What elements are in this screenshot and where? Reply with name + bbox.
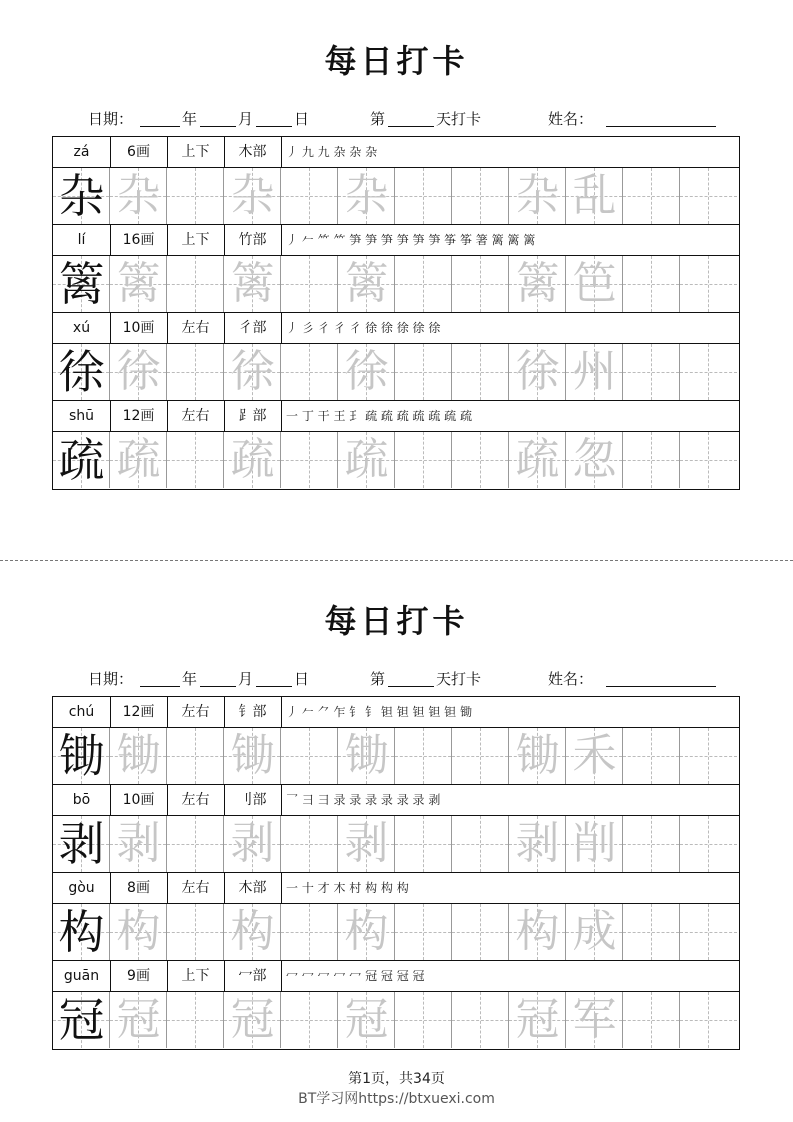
char-info-row xyxy=(53,961,739,992)
fill-in-blank[interactable] xyxy=(256,686,292,687)
trace-character: 冠 xyxy=(230,994,275,1045)
practice-cell[interactable] xyxy=(509,256,566,312)
practice-cell[interactable] xyxy=(167,728,224,784)
model-character: 构 xyxy=(58,905,105,959)
practice-cell[interactable] xyxy=(338,816,395,872)
char-info-row xyxy=(53,225,739,256)
model-character: 疏 xyxy=(58,433,105,487)
char-pinyin: xú xyxy=(72,320,91,336)
practice-cell[interactable] xyxy=(281,256,338,312)
practice-cell[interactable] xyxy=(566,728,623,784)
trace-character: 剥 xyxy=(230,818,275,869)
practice-cell[interactable] xyxy=(395,728,452,784)
practice-cell[interactable] xyxy=(53,344,110,400)
stroke-order: 一 丁 干 王 𤣩 疏 疏 疏 疏 疏 疏 疏 xyxy=(286,409,472,423)
word-character: 成 xyxy=(572,906,617,957)
info-day-checkin: 天打卡 xyxy=(436,670,482,688)
trace-character: 构 xyxy=(116,906,161,957)
trace-character: 冠 xyxy=(344,994,389,1045)
practice-cell[interactable] xyxy=(680,992,737,1048)
practice-row xyxy=(53,816,739,873)
practice-cell[interactable] xyxy=(509,904,566,960)
trace-character: 篱 xyxy=(230,258,275,309)
practice-cell[interactable] xyxy=(281,432,338,488)
practice-row xyxy=(53,168,739,225)
char-radical: 彳部 xyxy=(238,320,267,336)
practice-cell[interactable] xyxy=(338,728,395,784)
char-structure: 左右 xyxy=(181,704,210,720)
trace-character: 疏 xyxy=(515,434,560,485)
char-radical: ⻊部 xyxy=(238,408,267,424)
practice-cell[interactable] xyxy=(110,256,167,312)
practice-cell[interactable] xyxy=(281,992,338,1048)
info-year: 年 xyxy=(182,110,198,128)
stroke-order: 丿 彡 彳 彳 彳 徐 徐 徐 徐 徐 xyxy=(286,321,441,335)
trace-character: 构 xyxy=(515,906,560,957)
practice-cell[interactable] xyxy=(623,728,680,784)
practice-cell[interactable] xyxy=(452,432,509,488)
practice-cell[interactable] xyxy=(566,256,623,312)
trace-character: 徐 xyxy=(116,346,161,397)
practice-cell[interactable] xyxy=(110,432,167,488)
info-day: 日 xyxy=(294,110,310,128)
trace-character: 杂 xyxy=(116,170,161,221)
char-strokes: 16画 xyxy=(122,232,155,248)
practice-cell[interactable] xyxy=(338,256,395,312)
trace-character: 杂 xyxy=(515,170,560,221)
practice-cell[interactable] xyxy=(167,816,224,872)
sheet-title: 每日打卡 xyxy=(324,602,469,640)
practice-cell[interactable] xyxy=(167,256,224,312)
practice-cell[interactable] xyxy=(395,816,452,872)
practice-cell[interactable] xyxy=(167,992,224,1048)
practice-cell[interactable] xyxy=(224,432,281,488)
char-strokes: 6画 xyxy=(127,144,150,160)
char-radical: 刂部 xyxy=(238,792,267,808)
practice-cell[interactable] xyxy=(566,816,623,872)
practice-cell[interactable] xyxy=(566,168,623,224)
trace-character: 徐 xyxy=(515,346,560,397)
practice-cell[interactable] xyxy=(53,256,110,312)
word-character: 忽 xyxy=(572,434,617,485)
practice-cell[interactable] xyxy=(224,344,281,400)
practice-cell[interactable] xyxy=(452,256,509,312)
char-radical: 冖部 xyxy=(238,968,267,984)
practice-row xyxy=(53,992,739,1049)
practice-row xyxy=(53,344,739,401)
fill-in-blank[interactable] xyxy=(388,686,434,687)
word-character: 军 xyxy=(572,994,617,1045)
word-character: 乱 xyxy=(572,170,617,221)
trace-character: 锄 xyxy=(344,730,389,781)
practice-cell[interactable] xyxy=(623,344,680,400)
char-pinyin: bō xyxy=(72,792,91,808)
char-structure: 上下 xyxy=(181,144,210,160)
cut-line xyxy=(0,560,793,561)
trace-character: 篱 xyxy=(344,258,389,309)
practice-cell[interactable] xyxy=(680,728,737,784)
info-di: 第 xyxy=(370,110,386,128)
stroke-order: 冖 冖 冖 冖 冖 冠 冠 冠 冠 xyxy=(286,969,425,983)
practice-cell[interactable] xyxy=(509,432,566,488)
practice-cell[interactable] xyxy=(281,816,338,872)
word-character: 削 xyxy=(572,818,617,869)
char-info-row xyxy=(53,785,739,816)
page-footer xyxy=(0,1068,793,1108)
practice-cell[interactable] xyxy=(167,344,224,400)
model-character: 剥 xyxy=(58,817,105,871)
info-di: 第 xyxy=(370,670,386,688)
practice-cell[interactable] xyxy=(566,904,623,960)
stroke-order: 丿 𠂉 ⺮ ⺮ 笋 笋 笋 笋 笋 笋 筝 筝 箸 篱 篱 篱 xyxy=(286,233,536,247)
practice-cell[interactable] xyxy=(53,432,110,488)
practice-cell[interactable] xyxy=(338,992,395,1048)
practice-cell[interactable] xyxy=(53,904,110,960)
practice-cell[interactable] xyxy=(395,168,452,224)
model-character: 冠 xyxy=(58,993,105,1047)
trace-character: 锄 xyxy=(230,730,275,781)
fill-in-blank[interactable] xyxy=(256,126,292,127)
practice-cell[interactable] xyxy=(53,992,110,1048)
char-info-row xyxy=(53,313,739,344)
practice-cell[interactable] xyxy=(224,728,281,784)
practice-cell[interactable] xyxy=(110,168,167,224)
fill-in-blank[interactable] xyxy=(606,126,716,127)
practice-cell[interactable] xyxy=(452,816,509,872)
info-date-label: 日期： xyxy=(88,670,134,688)
practice-grid xyxy=(52,696,740,1050)
practice-cell[interactable] xyxy=(566,344,623,400)
char-structure: 左右 xyxy=(181,408,210,424)
practice-row xyxy=(53,728,739,785)
practice-cell[interactable] xyxy=(395,904,452,960)
practice-cell[interactable] xyxy=(566,992,623,1048)
char-strokes: 10画 xyxy=(122,320,155,336)
trace-character: 疏 xyxy=(230,434,275,485)
practice-cell[interactable] xyxy=(110,816,167,872)
practice-cell[interactable] xyxy=(623,168,680,224)
practice-cell[interactable] xyxy=(110,728,167,784)
practice-cell[interactable] xyxy=(338,344,395,400)
trace-character: 杂 xyxy=(344,170,389,221)
practice-cell[interactable] xyxy=(680,432,737,488)
trace-character: 疏 xyxy=(344,434,389,485)
stroke-order: 乛 彐 ⺕ 录 录 录 录 录 录 剥 xyxy=(286,793,441,807)
practice-cell[interactable] xyxy=(623,992,680,1048)
practice-cell[interactable] xyxy=(452,168,509,224)
trace-character: 篱 xyxy=(116,258,161,309)
practice-row xyxy=(53,256,739,313)
practice-cell[interactable] xyxy=(110,344,167,400)
model-character: 篱 xyxy=(58,257,105,311)
fill-in-blank[interactable] xyxy=(140,126,180,127)
info-line xyxy=(0,108,793,130)
trace-character: 杂 xyxy=(230,170,275,221)
char-radical: 钅部 xyxy=(238,704,267,720)
practice-cell[interactable] xyxy=(338,904,395,960)
trace-character: 剥 xyxy=(116,818,161,869)
char-structure: 左右 xyxy=(181,320,210,336)
practice-cell[interactable] xyxy=(680,168,737,224)
practice-cell[interactable] xyxy=(452,344,509,400)
trace-character: 锄 xyxy=(116,730,161,781)
info-year: 年 xyxy=(182,670,198,688)
page-number: 第1页，共34页 xyxy=(348,1071,445,1087)
char-strokes: 10画 xyxy=(122,792,155,808)
practice-cell[interactable] xyxy=(566,432,623,488)
trace-character: 锄 xyxy=(515,730,560,781)
stroke-order: 丿 𠂉 ⺈ 乍 钅 钅 钽 钽 钽 钽 钽 锄 xyxy=(286,705,472,719)
model-character: 徐 xyxy=(58,345,105,399)
practice-cell[interactable] xyxy=(623,904,680,960)
practice-cell[interactable] xyxy=(224,992,281,1048)
info-date-label: 日期： xyxy=(88,110,134,128)
trace-character: 冠 xyxy=(515,994,560,1045)
trace-character: 疏 xyxy=(116,434,161,485)
trace-character: 构 xyxy=(344,906,389,957)
model-character: 锄 xyxy=(58,729,105,783)
practice-cell[interactable] xyxy=(281,904,338,960)
practice-cell[interactable] xyxy=(338,168,395,224)
practice-cell[interactable] xyxy=(509,728,566,784)
practice-cell[interactable] xyxy=(623,432,680,488)
practice-cell[interactable] xyxy=(509,992,566,1048)
word-character: 州 xyxy=(572,346,617,397)
practice-cell[interactable] xyxy=(53,728,110,784)
practice-row xyxy=(53,904,739,961)
practice-cell[interactable] xyxy=(53,168,110,224)
stroke-order: 一 十 才 木 村 构 构 构 xyxy=(286,881,409,895)
char-pinyin: shū xyxy=(68,408,95,424)
practice-cell[interactable] xyxy=(680,344,737,400)
info-month: 月 xyxy=(238,110,254,128)
char-structure: 上下 xyxy=(181,232,210,248)
fill-in-blank[interactable] xyxy=(606,686,716,687)
word-character: 笆 xyxy=(572,258,617,309)
char-structure: 左右 xyxy=(181,792,210,808)
char-pinyin: chú xyxy=(68,704,95,720)
practice-cell[interactable] xyxy=(680,816,737,872)
practice-cell[interactable] xyxy=(452,728,509,784)
practice-cell[interactable] xyxy=(224,816,281,872)
fill-in-blank[interactable] xyxy=(140,686,180,687)
char-strokes: 12画 xyxy=(122,704,155,720)
char-strokes: 8画 xyxy=(127,880,150,896)
trace-character: 篱 xyxy=(515,258,560,309)
practice-cell[interactable] xyxy=(110,904,167,960)
practice-cell[interactable] xyxy=(623,256,680,312)
char-pinyin: lí xyxy=(77,232,86,248)
practice-cell[interactable] xyxy=(680,904,737,960)
practice-cell[interactable] xyxy=(395,344,452,400)
practice-cell[interactable] xyxy=(395,992,452,1048)
word-character: 禾 xyxy=(572,730,617,781)
info-line xyxy=(0,668,793,690)
char-info-row xyxy=(53,697,739,728)
char-pinyin: gòu xyxy=(68,880,95,896)
model-character: 杂 xyxy=(58,169,105,223)
practice-cell[interactable] xyxy=(281,168,338,224)
char-info-row xyxy=(53,873,739,904)
practice-cell[interactable] xyxy=(224,256,281,312)
fill-in-blank[interactable] xyxy=(388,126,434,127)
practice-cell[interactable] xyxy=(53,816,110,872)
practice-grid xyxy=(52,136,740,490)
practice-cell[interactable] xyxy=(509,168,566,224)
info-day-checkin: 天打卡 xyxy=(436,110,482,128)
info-month: 月 xyxy=(238,670,254,688)
watermark-text: BT学习网https://btxuexi.com xyxy=(298,1091,495,1107)
practice-cell[interactable] xyxy=(167,168,224,224)
stroke-order: 丿 九 九 杂 杂 杂 xyxy=(286,145,378,159)
trace-character: 剥 xyxy=(515,818,560,869)
char-strokes: 9画 xyxy=(127,968,150,984)
practice-cell[interactable] xyxy=(110,992,167,1048)
trace-character: 构 xyxy=(230,906,275,957)
sheet-title: 每日打卡 xyxy=(324,42,469,80)
char-info-row xyxy=(53,401,739,432)
practice-cell[interactable] xyxy=(680,256,737,312)
info-name-label: 姓名： xyxy=(548,110,594,128)
practice-cell[interactable] xyxy=(452,992,509,1048)
practice-cell[interactable] xyxy=(395,432,452,488)
practice-row xyxy=(53,432,739,489)
trace-character: 剥 xyxy=(344,818,389,869)
practice-cell[interactable] xyxy=(167,904,224,960)
info-name-label: 姓名： xyxy=(548,670,594,688)
info-day: 日 xyxy=(294,670,310,688)
char-radical: 木部 xyxy=(238,144,267,160)
char-info-row xyxy=(53,137,739,168)
practice-cell[interactable] xyxy=(509,344,566,400)
practice-cell[interactable] xyxy=(338,432,395,488)
practice-cell[interactable] xyxy=(167,432,224,488)
fill-in-blank[interactable] xyxy=(200,686,236,687)
practice-cell[interactable] xyxy=(281,344,338,400)
trace-character: 徐 xyxy=(344,346,389,397)
practice-cell[interactable] xyxy=(395,256,452,312)
char-structure: 左右 xyxy=(181,880,210,896)
practice-cell[interactable] xyxy=(224,168,281,224)
practice-cell[interactable] xyxy=(452,904,509,960)
char-pinyin: guān xyxy=(63,968,100,984)
practice-cell[interactable] xyxy=(623,816,680,872)
char-structure: 上下 xyxy=(181,968,210,984)
trace-character: 徐 xyxy=(230,346,275,397)
char-radical: 木部 xyxy=(238,880,267,896)
trace-character: 冠 xyxy=(116,994,161,1045)
practice-cell[interactable] xyxy=(509,816,566,872)
char-strokes: 12画 xyxy=(122,408,155,424)
fill-in-blank[interactable] xyxy=(200,126,236,127)
practice-cell[interactable] xyxy=(224,904,281,960)
practice-cell[interactable] xyxy=(281,728,338,784)
char-pinyin: zá xyxy=(73,144,90,160)
char-radical: 竹部 xyxy=(238,232,267,248)
